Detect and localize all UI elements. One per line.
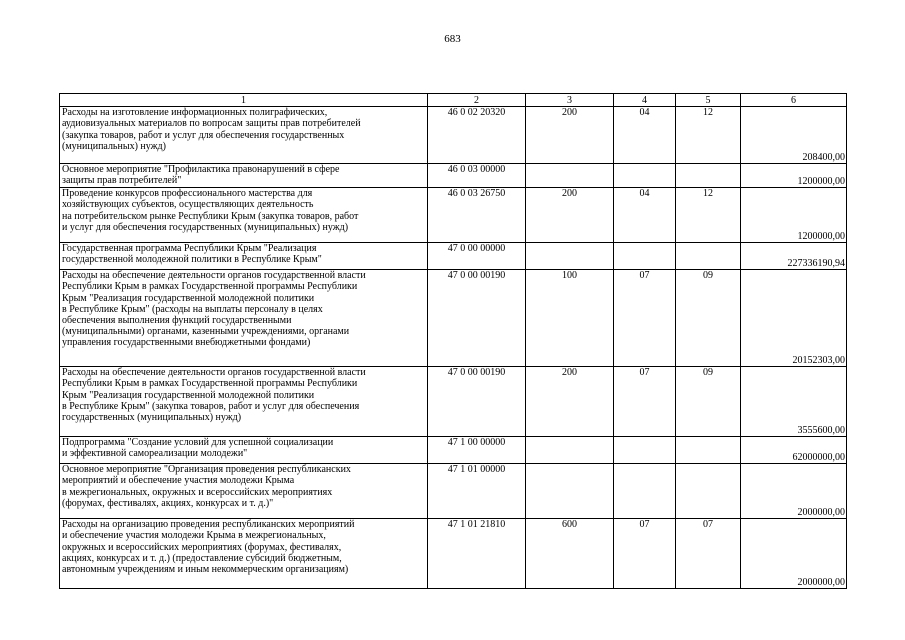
row-section: 04 — [614, 188, 676, 243]
row-type: 200 — [526, 367, 614, 437]
budget-table — [59, 93, 847, 589]
row-subsection: 12 — [676, 188, 741, 243]
row-name: Расходы на изготовление информационных полиграфических, аудиовизуальных материалов по вопросам защиты прав потребителей (закупка товаров, работ и услуг для обеспечения государственных (муниципальных) нужд) — [60, 107, 428, 164]
table-row — [60, 270, 847, 367]
row-amount: 62000000,00 — [741, 437, 847, 464]
row-section — [614, 464, 676, 519]
row-type: 200 — [526, 188, 614, 243]
row-code: 47 0 00 00190 — [428, 270, 526, 367]
row-type: 200 — [526, 107, 614, 164]
table-row — [60, 188, 847, 243]
row-type: 600 — [526, 519, 614, 589]
row-name: Расходы на обеспечение деятельности органов государственной власти Республики Крым в рамках Государственной программы Республики Крым "Реализация государственной молодежной политики в Республике Крым" (закупка товаров, работ и услуг для обеспечения государственных (муниципальных) нужд) — [60, 367, 428, 437]
header-cell-amount: 6 — [741, 94, 847, 107]
row-code: 46 0 03 00000 — [428, 164, 526, 188]
header-cell-subsection: 5 — [676, 94, 741, 107]
row-amount: 1200000,00 — [741, 164, 847, 188]
table-row — [60, 107, 847, 164]
row-name: Расходы на обеспечение деятельности органов государственной власти Республики Крым в рамках Государственной программы Республики Крым "Реализация государственной молодежной политики в Республике Крым" (расходы на выплаты персоналу в целях обеспечения выполнения функций государственными (муниципальными) органами, казенными учреждениями, органами управления государственными внебюджетными фондами) — [60, 270, 428, 367]
row-section: 07 — [614, 270, 676, 367]
row-amount: 20152303,00 — [741, 270, 847, 367]
row-section: 04 — [614, 107, 676, 164]
row-code: 47 0 00 00000 — [428, 243, 526, 270]
table-row — [60, 519, 847, 589]
row-subsection: 09 — [676, 367, 741, 437]
row-section — [614, 243, 676, 270]
page-number: 683 — [444, 33, 461, 45]
row-amount: 1200000,00 — [741, 188, 847, 243]
row-name: Проведение конкурсов профессионального мастерства для хозяйствующих субъектов, осуществляющих деятельность на потребительском рынке Республики Крым (закупка товаров, работ и услуг для обеспечения государственных (муниципальных) нужд) — [60, 188, 428, 243]
row-code: 47 1 01 00000 — [428, 464, 526, 519]
table-row — [60, 464, 847, 519]
row-amount: 3555600,00 — [741, 367, 847, 437]
row-name: Основное мероприятие "Профилактика правонарушений в сфере защиты прав потребителей" — [60, 164, 428, 188]
table-row — [60, 164, 847, 188]
table-row — [60, 367, 847, 437]
row-name: Подпрограмма "Создание условий для успешной социализации и эффективной самореализации молодежи" — [60, 437, 428, 464]
row-subsection: 12 — [676, 107, 741, 164]
header-cell-type: 3 — [526, 94, 614, 107]
row-code: 46 0 03 26750 — [428, 188, 526, 243]
header-cell-section: 4 — [614, 94, 676, 107]
row-code: 47 0 00 00190 — [428, 367, 526, 437]
row-code: 46 0 02 20320 — [428, 107, 526, 164]
row-name: Расходы на организацию проведения республиканских мероприятий и обеспечение участия молодежи Крыма в межрегиональных, окружных и всероссийских мероприятиях (форумах, фестивалях, акциях, конкурсах и т. д.) (предоставление субсидий бюджетным, автономным учреждениям и иным некоммерческим организациям) — [60, 519, 428, 589]
row-type — [526, 164, 614, 188]
row-subsection — [676, 437, 741, 464]
table-row — [60, 437, 847, 464]
row-section: 07 — [614, 519, 676, 589]
header-cell-code: 2 — [428, 94, 526, 107]
row-subsection: 09 — [676, 270, 741, 367]
row-type: 100 — [526, 270, 614, 367]
row-name: Основное мероприятие "Организация проведения республиканских мероприятий и обеспечение участия молодежи Крыма в межрегиональных, окружных и всероссийских мероприятиях (форумах, фестивалях, акциях, конкурсах и т. д.)" — [60, 464, 428, 519]
row-amount: 227336190,94 — [741, 243, 847, 270]
row-type — [526, 243, 614, 270]
header-cell-name: 1 — [60, 94, 428, 107]
row-type — [526, 437, 614, 464]
row-subsection — [676, 164, 741, 188]
row-subsection — [676, 243, 741, 270]
row-subsection: 07 — [676, 519, 741, 589]
row-amount: 2000000,00 — [741, 464, 847, 519]
row-section — [614, 164, 676, 188]
row-amount: 2000000,00 — [741, 519, 847, 589]
row-code: 47 1 01 21810 — [428, 519, 526, 589]
row-subsection — [676, 464, 741, 519]
row-amount: 208400,00 — [741, 107, 847, 164]
row-section: 07 — [614, 367, 676, 437]
row-section — [614, 437, 676, 464]
row-type — [526, 464, 614, 519]
table-row — [60, 243, 847, 270]
row-code: 47 1 00 00000 — [428, 437, 526, 464]
row-name: Государственная программа Республики Крым "Реализация государственной молодежной политики в Республике Крым" — [60, 243, 428, 270]
table-header-row — [60, 94, 847, 107]
